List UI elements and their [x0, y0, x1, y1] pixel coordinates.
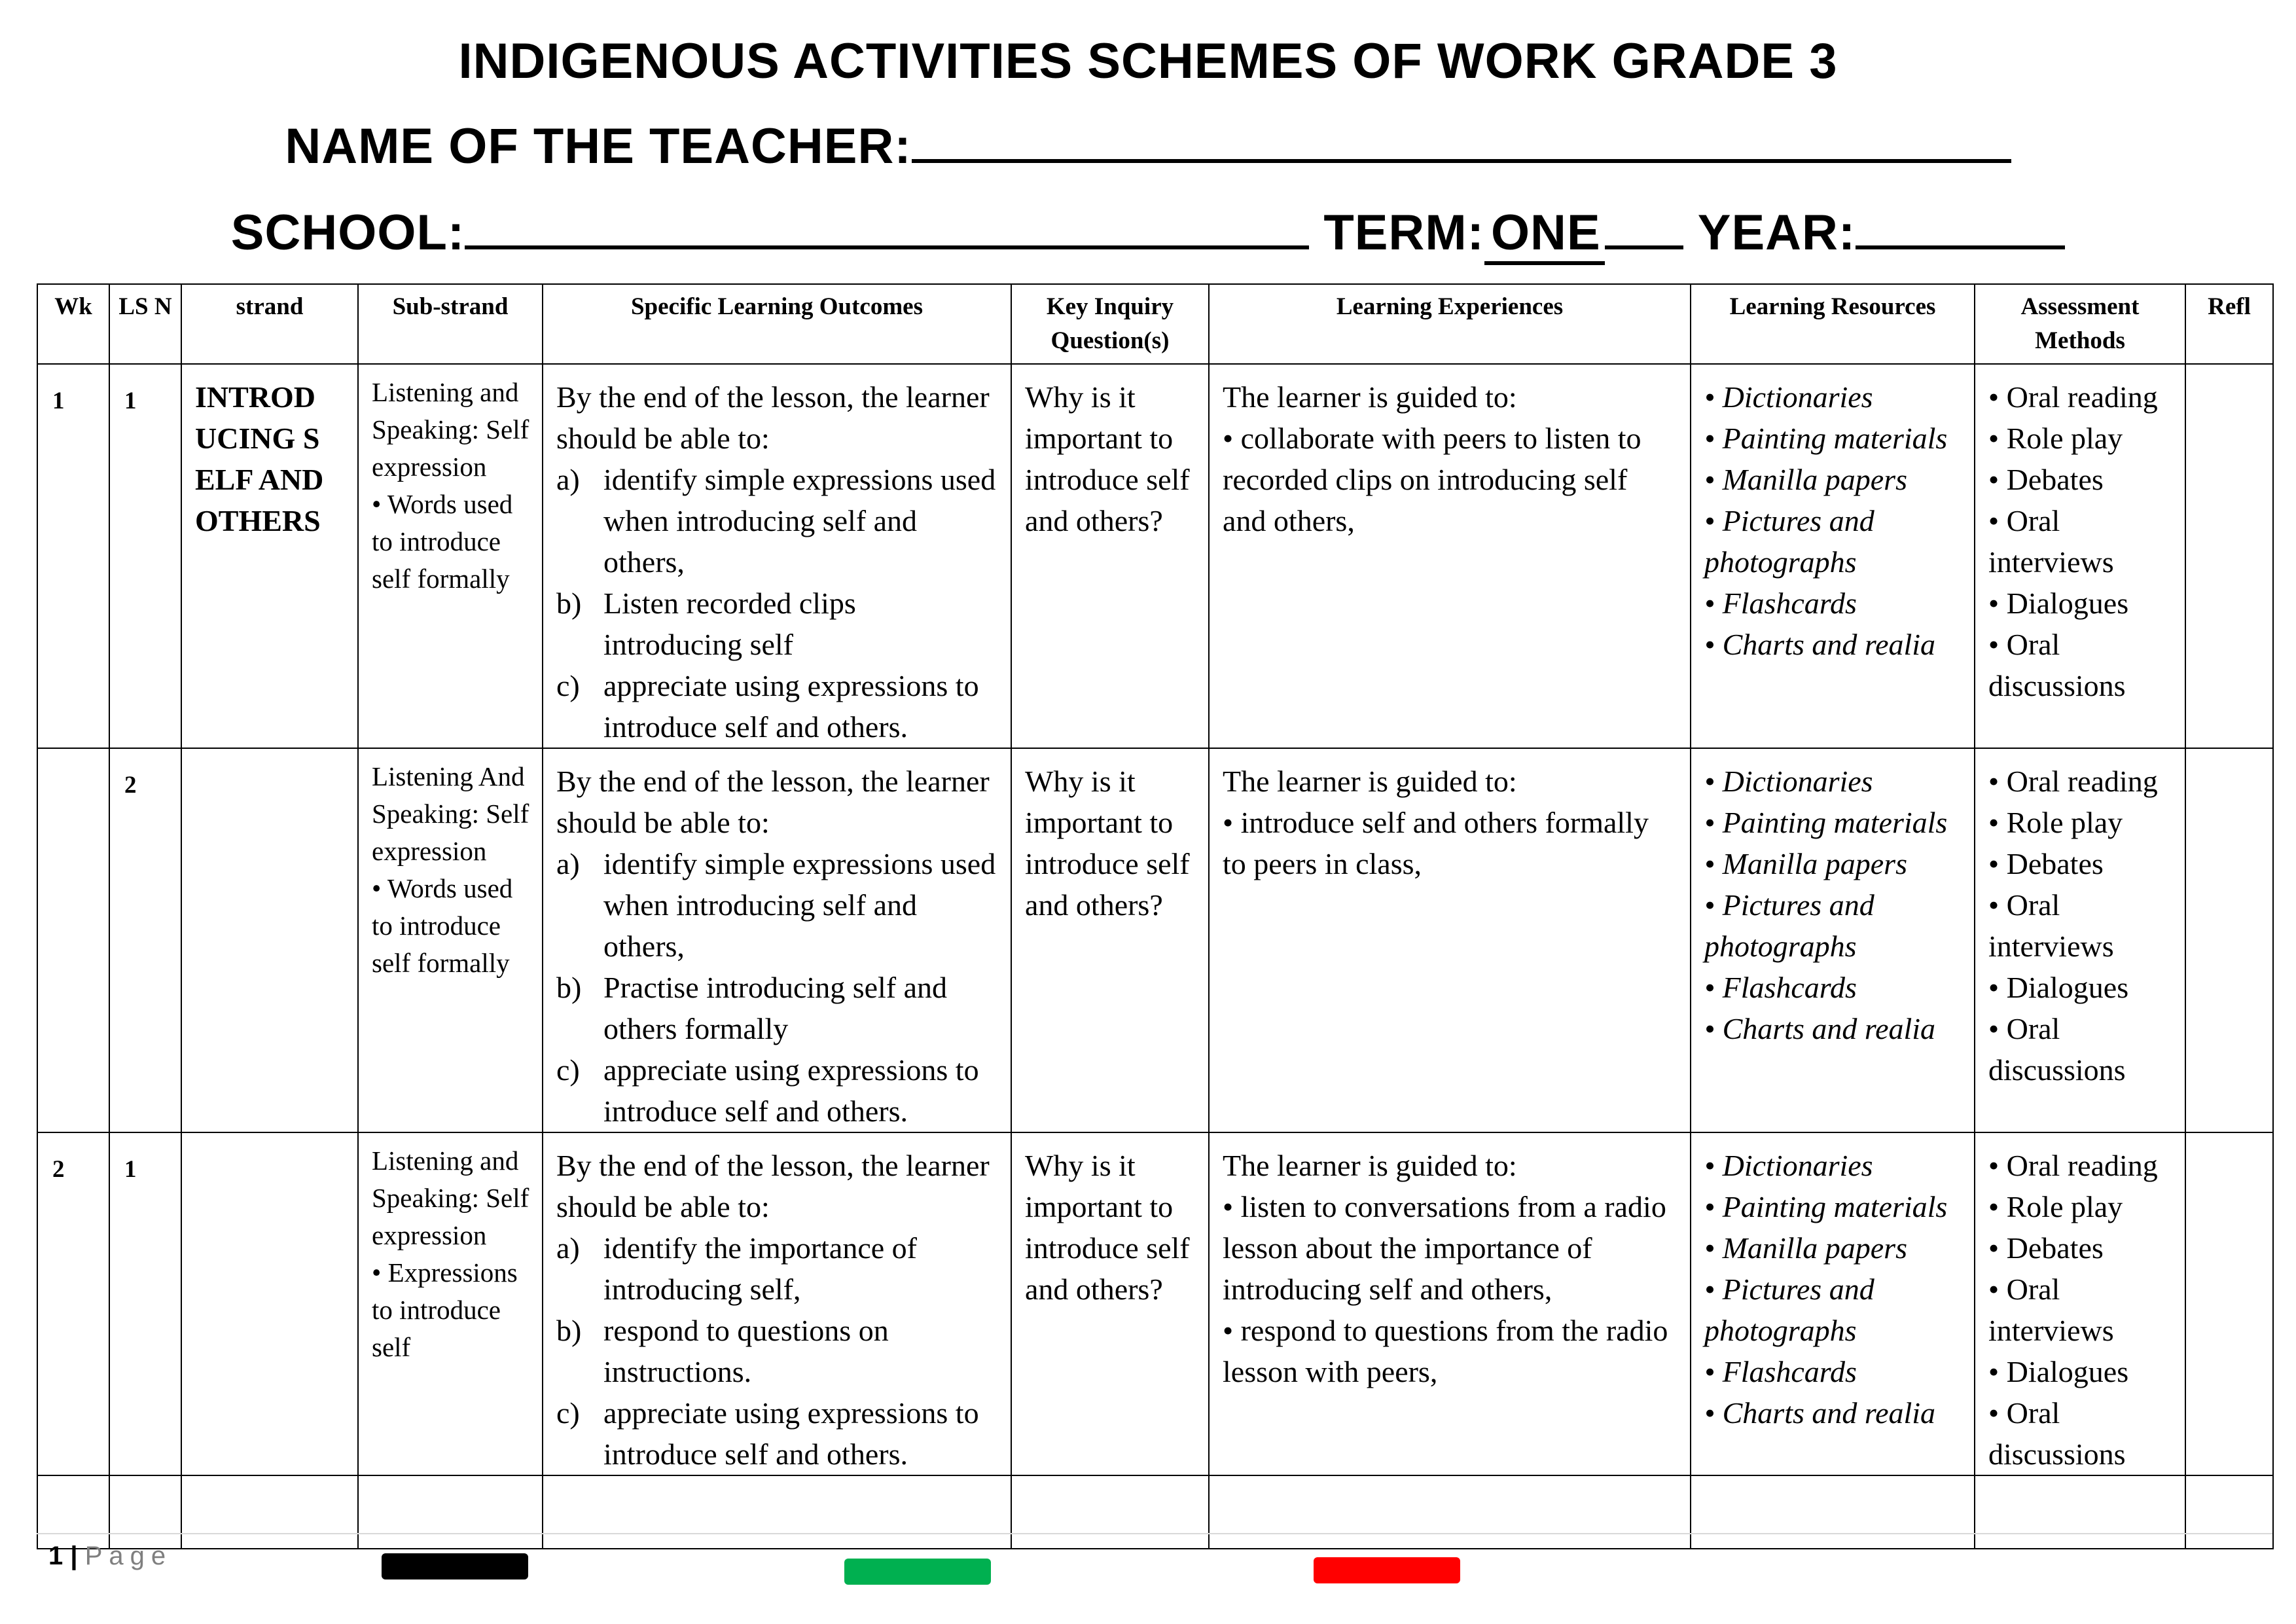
empty-cell[interactable]: [358, 1475, 543, 1549]
outcomes-intro: By the end of the lesson, the learner should be able to:: [556, 765, 990, 839]
page-word: Page: [84, 1542, 173, 1570]
empty-cell[interactable]: [543, 1475, 1011, 1549]
outcome-marker: a): [556, 463, 580, 496]
footer-divider: [37, 1533, 2272, 1534]
reflection-cell[interactable]: [2185, 364, 2273, 748]
sub-strand-cell: [358, 1132, 543, 1475]
assessment-item: • Oral interviews: [1988, 888, 2114, 963]
assessment-item: • Role play: [1988, 422, 2123, 455]
assessment-item: • Role play: [1988, 806, 2123, 839]
resource-item: • Flashcards: [1704, 1355, 1857, 1388]
resources-cell: [1691, 748, 1975, 1132]
empty-cell[interactable]: [37, 1475, 109, 1549]
strand-cell: [181, 364, 358, 748]
key-question-cell: Why is it important to introduce self and others?: [1011, 748, 1209, 1132]
outcomes-cell: [543, 364, 1011, 748]
outcome-item: [556, 665, 999, 748]
outcome-text: identify simple expressions used when introducing self and others,: [603, 463, 996, 579]
outcome-item: [556, 1392, 999, 1475]
sub-strand-cell: [358, 748, 543, 1132]
assessment-item: • Oral reading: [1988, 1149, 2158, 1182]
table-row: [37, 1132, 2273, 1475]
reflection-cell[interactable]: [2185, 748, 2273, 1132]
lesson-cell: 1: [109, 364, 181, 748]
col-header-lsn: LS N: [109, 284, 181, 364]
experiences-intro: The learner is guided to:: [1223, 765, 1517, 798]
assessment-item: • Oral reading: [1988, 380, 2158, 414]
assessment-item: • Oral interviews: [1988, 1272, 2114, 1347]
resources-list: [1704, 376, 1962, 665]
outcomes-intro: By the end of the lesson, the learner should be able to:: [556, 1149, 990, 1223]
assessment-item: • Role play: [1988, 1190, 2123, 1223]
resource-item: • Painting materials: [1704, 1190, 1948, 1223]
outcome-text: appreciate using expressions to introduce self and others.: [603, 1053, 979, 1128]
week-cell: [37, 748, 109, 1132]
outcome-text: identify the importance of introducing self,: [603, 1231, 918, 1306]
schemes-of-work-table: [37, 283, 2274, 1549]
col-header-strand: strand: [181, 284, 358, 364]
resource-item: • Pictures and photographs: [1704, 888, 1874, 963]
outcome-marker: c): [556, 669, 580, 702]
lesson-cell: 2: [109, 748, 181, 1132]
col-header-assessment: Assessment Methods: [1975, 284, 2185, 364]
resource-item: • Charts and realia: [1704, 1396, 1936, 1430]
outcomes-intro: By the end of the lesson, the learner should be able to:: [556, 380, 990, 455]
assessment-item: • Dialogues: [1988, 586, 2129, 620]
resource-item: • Pictures and photographs: [1704, 1272, 1874, 1347]
strand-text: INTRODUCING SELF AND OTHERS: [195, 380, 324, 537]
assessment-item: • Debates: [1988, 1231, 2104, 1265]
assessment-list: [1988, 376, 2173, 706]
empty-cell[interactable]: [1691, 1475, 1975, 1549]
empty-table-row: [37, 1475, 2273, 1549]
experience-item: • collaborate with peers to listen to recorded clips on introducing self and others,: [1223, 422, 1641, 537]
school-blank[interactable]: [465, 205, 1309, 249]
outcomes-list: [556, 1227, 999, 1475]
strand-cell: [181, 1132, 358, 1475]
experiences-cell: [1209, 364, 1691, 748]
table-row: [37, 748, 2273, 1132]
resource-item: • Charts and realia: [1704, 1012, 1936, 1045]
year-blank[interactable]: [1856, 205, 2065, 249]
table-header-row: [37, 284, 2273, 364]
green-color-bar: [844, 1559, 991, 1585]
outcome-item: [556, 459, 999, 583]
resource-item: • Manilla papers: [1704, 463, 1907, 496]
outcome-marker: b): [556, 971, 582, 1004]
outcome-text: Listen recorded clips introducing self: [603, 586, 856, 661]
resources-list: [1704, 1145, 1962, 1434]
outcome-text: identify simple expressions used when introducing self and others,: [603, 847, 996, 963]
experiences-cell: [1209, 748, 1691, 1132]
empty-cell[interactable]: [1011, 1475, 1209, 1549]
assessment-item: • Oral discussions: [1988, 1012, 2126, 1087]
assessment-cell: [1975, 364, 2185, 748]
outcome-text: respond to questions on instructions.: [603, 1314, 889, 1388]
outcomes-cell: [543, 748, 1011, 1132]
teacher-name-label: NAME OF THE TEACHER:: [285, 118, 912, 174]
outcome-marker: b): [556, 1314, 582, 1347]
resource-item: • Painting materials: [1704, 806, 1948, 839]
school-term-year-line: [0, 204, 2296, 265]
outcome-marker: b): [556, 586, 582, 620]
experience-item: • listen to conversations from a radio lesson about the importance of introducing self and others,: [1223, 1190, 1666, 1306]
assessment-list: [1988, 1145, 2173, 1475]
resources-list: [1704, 761, 1962, 1049]
resource-item: • Charts and realia: [1704, 628, 1936, 661]
outcome-item: [556, 1227, 999, 1310]
term-blank: [1605, 205, 1683, 249]
outcome-item: [556, 583, 999, 665]
resources-cell: [1691, 364, 1975, 748]
outcome-marker: c): [556, 1396, 580, 1430]
key-question-cell: Why is it important to introduce self and others?: [1011, 364, 1209, 748]
red-color-bar: [1314, 1557, 1460, 1583]
page-footer: [48, 1542, 172, 1571]
sub-strand-title: Listening and Speaking: Self expression: [372, 377, 529, 482]
teacher-name-blank[interactable]: [912, 118, 2011, 163]
outcome-marker: a): [556, 1231, 580, 1265]
black-color-bar: [382, 1553, 528, 1579]
outcome-text: Practise introducing self and others formally: [603, 971, 948, 1045]
col-header-outcomes: Specific Learning Outcomes: [543, 284, 1011, 364]
resource-item: • Dictionaries: [1704, 380, 1873, 414]
col-header-key-question: Key Inquiry Question(s): [1011, 284, 1209, 364]
experiences-intro: The learner is guided to:: [1223, 1149, 1517, 1182]
page-number: 1: [48, 1542, 63, 1570]
outcome-text: appreciate using expressions to introduce self and others.: [603, 669, 979, 744]
assessment-item: • Debates: [1988, 463, 2104, 496]
assessment-list: [1988, 761, 2173, 1091]
experience-item: • respond to questions from the radio lesson with peers,: [1223, 1314, 1668, 1388]
term-label: TERM:: [1323, 205, 1484, 261]
outcome-item: [556, 1049, 999, 1132]
resource-item: • Dictionaries: [1704, 765, 1873, 798]
year-label: YEAR:: [1697, 205, 1856, 261]
resource-item: • Manilla papers: [1704, 1231, 1907, 1265]
sub-strand-topic: • Words used to introduce self formally: [372, 873, 513, 978]
experience-item: • introduce self and others formally to peers in class,: [1223, 806, 1649, 880]
empty-cell[interactable]: [1975, 1475, 2185, 1549]
assessment-item: • Oral reading: [1988, 765, 2158, 798]
lesson-cell: 1: [109, 1132, 181, 1475]
assessment-item: • Oral discussions: [1988, 628, 2126, 702]
resource-item: • Manilla papers: [1704, 847, 1907, 880]
outcome-item: [556, 1310, 999, 1392]
col-header-resources: Learning Resources: [1691, 284, 1975, 364]
experiences-cell: [1209, 1132, 1691, 1475]
col-header-sub-strand: Sub-strand: [358, 284, 543, 364]
assessment-item: • Debates: [1988, 847, 2104, 880]
sub-strand-cell: [358, 364, 543, 748]
assessment-item: • Dialogues: [1988, 971, 2129, 1004]
col-header-reflection: Refl: [2185, 284, 2273, 364]
col-header-experiences: Learning Experiences: [1209, 284, 1691, 364]
empty-cell[interactable]: [1209, 1475, 1691, 1549]
assessment-cell: [1975, 1132, 2185, 1475]
assessment-item: • Oral interviews: [1988, 504, 2114, 579]
document-title: INDIGENOUS ACTIVITIES SCHEMES OF WORK GRADE 3: [458, 33, 1838, 89]
outcomes-cell: [543, 1132, 1011, 1475]
week-cell: 2: [37, 1132, 109, 1475]
resources-cell: [1691, 1132, 1975, 1475]
key-question-cell: Why is it important to introduce self and others?: [1011, 1132, 1209, 1475]
page-separator: |: [70, 1542, 78, 1570]
sub-strand-topic: • Expressions to introduce self: [372, 1257, 518, 1362]
col-header-wk: Wk: [37, 284, 109, 364]
empty-cell[interactable]: [109, 1475, 181, 1549]
assessment-cell: [1975, 748, 2185, 1132]
assessment-item: • Dialogues: [1988, 1355, 2129, 1388]
outcomes-list: [556, 843, 999, 1132]
term-value: ONE: [1484, 204, 1605, 265]
outcome-marker: a): [556, 847, 580, 880]
reflection-cell[interactable]: [2185, 1132, 2273, 1475]
strand-cell: [181, 748, 358, 1132]
resource-item: • Painting materials: [1704, 422, 1948, 455]
experiences-intro: The learner is guided to:: [1223, 380, 1517, 414]
sub-strand-title: Listening and Speaking: Self expression: [372, 1146, 529, 1250]
empty-cell[interactable]: [2185, 1475, 2273, 1549]
outcome-text: appreciate using expressions to introduce self and others.: [603, 1396, 979, 1471]
outcome-item: [556, 967, 999, 1049]
assessment-item: • Oral discussions: [1988, 1396, 2126, 1471]
table-row: [37, 364, 2273, 748]
sub-strand-topic: • Words used to introduce self formally: [372, 489, 513, 594]
outcome-marker: c): [556, 1053, 580, 1087]
resource-item: • Pictures and photographs: [1704, 504, 1874, 579]
resource-item: • Dictionaries: [1704, 1149, 1873, 1182]
week-cell: 1: [37, 364, 109, 748]
teacher-name-line: [0, 118, 2296, 175]
resource-item: • Flashcards: [1704, 586, 1857, 620]
sub-strand-title: Listening And Speaking: Self expression: [372, 761, 529, 866]
empty-cell[interactable]: [181, 1475, 358, 1549]
outcomes-list: [556, 459, 999, 748]
outcome-item: [556, 843, 999, 967]
resource-item: • Flashcards: [1704, 971, 1857, 1004]
school-label: SCHOOL:: [230, 205, 465, 261]
